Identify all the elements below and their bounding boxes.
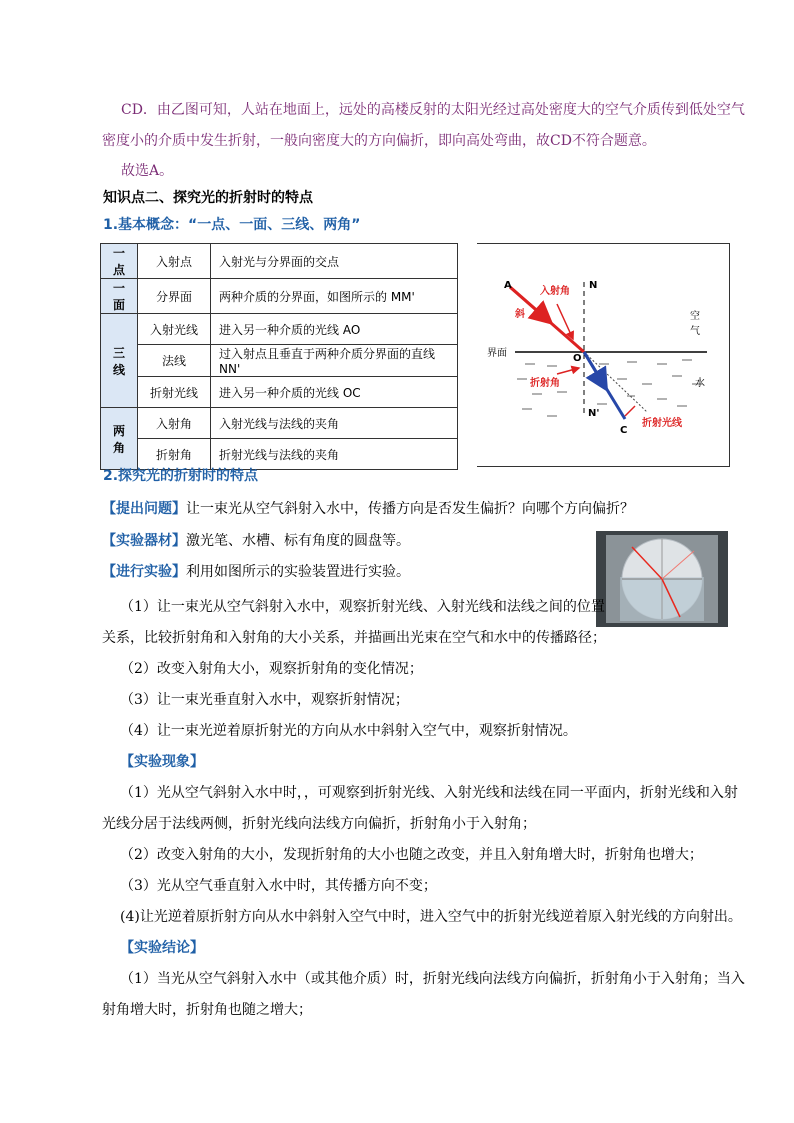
term-cell: 法线 <box>138 345 211 377</box>
question-text: 让一束光从空气斜射入水中，传播方向是否发生偏折？向哪个方向偏折？ <box>186 501 634 517</box>
label-n-prime: N' <box>588 408 600 419</box>
desc-cell: 两种介质的分界面，如图所示的 MM' <box>211 279 458 314</box>
table-row <box>101 279 458 314</box>
equipment-line <box>102 531 410 551</box>
cat-cell: 一面 <box>101 279 138 314</box>
label-incident-angle: 入射角 <box>540 286 570 297</box>
subsection-title-1: 1.基本概念：“一点、一面、三线、两角” <box>103 217 361 233</box>
phenomena-1-line-1: （1）光从空气斜射入水中时，，可观察到折射光线、入射光线和法线在同一平面内，折射光线和入射 <box>120 785 738 801</box>
phenomena-2: （2）改变入射角的大小，发现折射角的大小也随之改变，并且入射角增大时，折射角也增大； <box>120 847 703 863</box>
section-title: 知识点二、探究光的折射时的特点 <box>103 190 313 206</box>
procedure-text: 利用如图所示的实验装置进行实验。 <box>186 564 410 580</box>
phenomena-4: (4)让光逆着原折射方向从水中斜射入空气中时，进入空气中的折射光线逆着原入射光线的方向射出。 <box>120 909 742 925</box>
step-3: （3）让一束光垂直射入水中，观察折射情况； <box>120 692 409 708</box>
label-o: O <box>573 353 582 364</box>
term-cell: 折射光线 <box>138 377 211 408</box>
cat-cell: 一点 <box>101 244 138 279</box>
term-cell: 入射角 <box>138 408 211 439</box>
table-row <box>101 314 458 345</box>
cat-cell: 三线 <box>101 314 138 408</box>
experiment-photo-svg <box>596 531 728 627</box>
experiment-photo <box>596 531 728 627</box>
term-cell: 入射点 <box>138 244 211 279</box>
step-1-line-1: （1）让一束光从空气斜射入水中，观察折射光线、入射光线和法线之间的位置 <box>120 599 605 615</box>
equipment-text: 激光笔、水槽、标有角度的圆盘等。 <box>186 533 410 549</box>
label-oblique: 斜 <box>515 309 525 320</box>
desc-cell: 进入另一种介质的光线 OC <box>211 377 458 408</box>
label-n: N <box>589 280 598 291</box>
table-row <box>101 377 458 408</box>
cat-cell: 两角 <box>101 408 138 470</box>
desc-cell: 过入射点且垂直于两种介质分界面的直线 NN' <box>211 345 458 377</box>
refracted-ray-pointer <box>625 406 635 416</box>
label-water: 水 <box>695 378 705 389</box>
question-line <box>102 499 634 519</box>
label-air-bottom: 气 <box>690 326 700 337</box>
table-row <box>101 244 458 279</box>
label-interface: 界面 <box>487 348 507 359</box>
refraction-angle-pointer <box>557 368 579 374</box>
conclusion-1-line-1: （1）当光从空气斜射入水中（或其他介质）时，折射光线向法线方向偏折，折射角小于入射角；当入 <box>120 971 745 987</box>
question-tag: 【提出问题】 <box>102 501 186 517</box>
desc-cell: 折射光线与法线的夹角 <box>211 439 458 470</box>
step-4: （4）让一束光逆着原折射光的方向从水中斜射入空气中，观察折射情况。 <box>120 723 577 739</box>
step-2: （2）改变入射角大小，观察折射角的变化情况； <box>120 661 423 677</box>
phenomena-tag: 【实验现象】 <box>120 754 204 770</box>
phenomena-3: （3）光从空气垂直射入水中时，其传播方向不变； <box>120 878 437 894</box>
conclusion-1-line-2: 射角增大时，折射角也随之增大； <box>102 1002 312 1018</box>
intro-line-1: CD．由乙图可知，人站在地面上，远处的高楼反射的太阳光经过高处密度大的空气介质传到低处空气 <box>121 102 745 118</box>
refraction-diagram <box>477 243 730 467</box>
label-c: C <box>620 425 628 436</box>
concept-table <box>100 243 458 470</box>
phenomena-1-line-2: 光线分居于法线两侧，折射光线向法线方向偏折，折射角小于入射角； <box>102 816 536 832</box>
refraction-diagram-svg <box>477 244 729 466</box>
procedure-line <box>102 562 410 582</box>
label-a: A <box>504 280 512 291</box>
label-air-top: 空 <box>690 311 700 322</box>
table-row <box>101 439 458 470</box>
intro-choice: 故选A。 <box>121 163 174 179</box>
desc-cell: 入射光与分界面的交点 <box>211 244 458 279</box>
term-cell: 入射光线 <box>138 314 211 345</box>
equipment-tag: 【实验器材】 <box>102 533 186 549</box>
step-1-line-2: 关系，比较折射角和入射角的大小关系，并描画出光束在空气和水中的传播路径； <box>102 630 606 646</box>
label-refraction-angle: 折射角 <box>530 378 560 389</box>
table-row <box>101 345 458 377</box>
term-cell: 分界面 <box>138 279 211 314</box>
conclusion-tag: 【实验结论】 <box>120 940 204 956</box>
desc-cell: 入射光线与法线的夹角 <box>211 408 458 439</box>
subsection-title-2: 2.探究光的折射时的特点 <box>103 468 259 484</box>
term-cell: 折射角 <box>138 439 211 470</box>
intro-line-2: 密度小的介质中发生折射，一般向密度大的方向偏折，即向高处弯曲，故CD不符合题意。 <box>102 133 656 149</box>
desc-cell: 进入另一种介质的光线 AO <box>211 314 458 345</box>
procedure-tag: 【进行实验】 <box>102 564 186 580</box>
table-row <box>101 408 458 439</box>
label-refracted-ray: 折射光线 <box>642 418 682 429</box>
